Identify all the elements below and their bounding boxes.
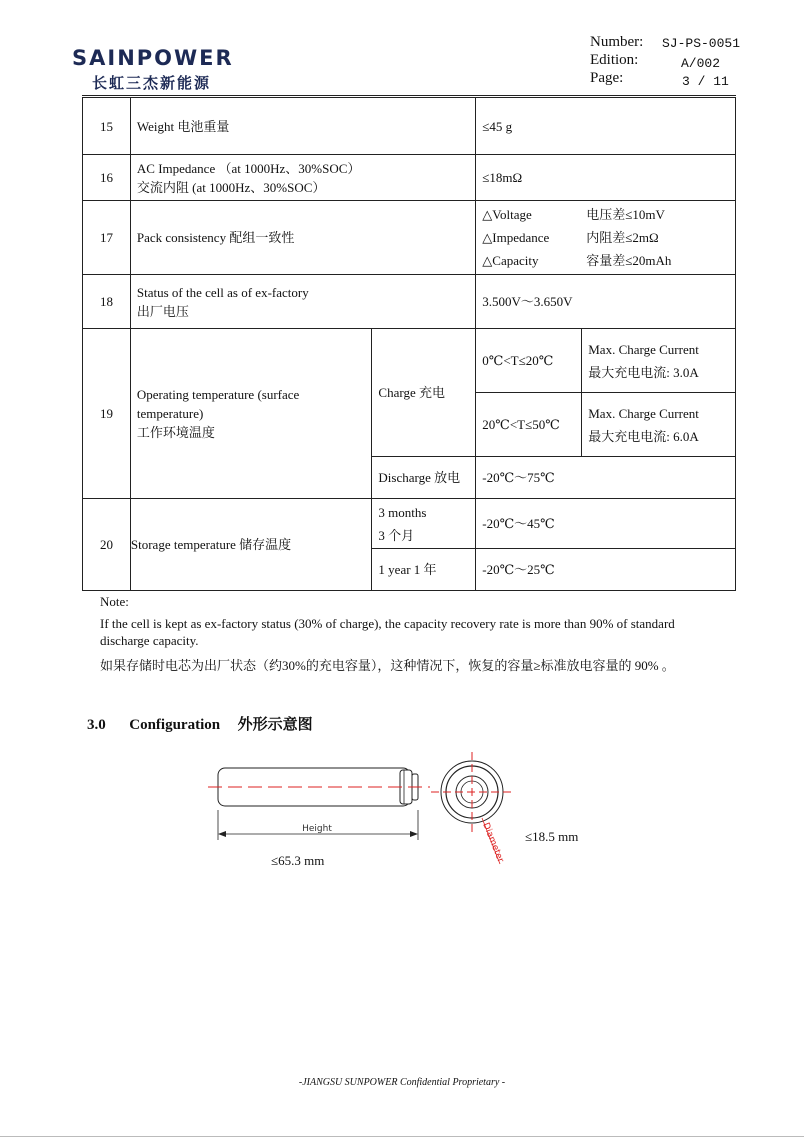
specification-table	[82, 97, 736, 591]
note-en-line2: discharge capacity.	[100, 633, 199, 648]
value-ac-impedance: ≤18mΩ	[476, 155, 736, 201]
current-en: Max. Charge Current	[588, 341, 699, 357]
charge-current-high	[582, 393, 736, 457]
diameter-value: ≤18.5 mm	[525, 829, 579, 844]
row-number: 15	[83, 98, 131, 155]
table-row	[83, 329, 736, 393]
current-cn: 最大充电电流: 6.0A	[588, 428, 699, 444]
row-number: 18	[83, 275, 131, 329]
table-row	[83, 98, 736, 155]
storage-period-short	[372, 499, 476, 549]
charge-label: Charge 充电	[372, 329, 476, 457]
item-pack-consistency: Pack consistency 配组一致性	[130, 201, 475, 275]
company-logo-text: SAINPOWER	[72, 46, 234, 70]
edition-value: A/002	[681, 56, 721, 71]
company-logo-chinese: 长虹三杰新能源	[92, 74, 212, 92]
discharge-range: -20℃～75℃	[476, 457, 736, 499]
value-ex-factory: 3.500V～3.650V	[476, 275, 736, 329]
note-label: Note:	[100, 594, 129, 609]
section-title-en: Configuration	[129, 717, 221, 733]
consistency-line: △Capacity 容量差≤20mAh	[482, 253, 672, 268]
cell-configuration-diagram	[200, 748, 540, 878]
page-number: 3 / 11	[682, 74, 729, 89]
item-cn: 出厂电压	[136, 303, 189, 319]
edition-label: Edition:	[590, 52, 639, 68]
item-en: Operating temperature (surface	[136, 387, 300, 402]
item-ac-impedance	[130, 155, 475, 201]
current-cn: 最大充电电流: 3.0A	[588, 364, 699, 380]
value-pack-consistency	[476, 201, 736, 275]
diameter-label: Diameter	[480, 821, 506, 865]
page-label: Page:	[590, 70, 624, 86]
consistency-line: △Impedance 内阻差≤2mΩ	[482, 230, 659, 245]
header-rule	[82, 95, 736, 96]
period-cn: 3 个月	[378, 527, 415, 543]
item-en: AC Impedance （at 1000Hz、30%SOC）	[136, 160, 361, 176]
section-title	[87, 713, 313, 734]
height-label: Height	[302, 824, 332, 834]
note-en-line1: If the cell is kept as ex-factory status (30% of charge), the capacity recovery rate is more than 90% of standard	[100, 616, 675, 631]
item-en: temperature)	[136, 406, 204, 421]
charge-range-high: 20℃<T≤50℃	[476, 393, 582, 457]
item-cn: 交流内阻 (at 1000Hz、30%SOC）	[136, 179, 326, 195]
row-number: 17	[83, 201, 131, 275]
value-weight: ≤45 g	[476, 98, 736, 155]
table-row	[83, 499, 736, 549]
current-en: Max. Charge Current	[588, 405, 699, 421]
charge-current-low	[582, 329, 736, 393]
item-en: Status of the cell as of ex-factory	[136, 284, 309, 300]
document-number: SJ-PS-0051	[662, 36, 741, 51]
item-weight: Weight 电池重量	[130, 98, 475, 155]
row-number: 20	[83, 499, 131, 591]
row-number: 19	[83, 329, 131, 499]
item-ex-factory	[130, 275, 475, 329]
page-bottom-rule	[0, 1136, 804, 1137]
period-en: 3 months	[378, 504, 427, 520]
storage-range-long: -20℃～25℃	[476, 549, 736, 591]
table-row	[83, 275, 736, 329]
row-number: 16	[83, 155, 131, 201]
section-title-cn: 外形示意图	[237, 717, 313, 733]
number-label: Number:	[590, 34, 644, 50]
discharge-label: Discharge 放电	[372, 457, 476, 499]
storage-range-short: -20℃～45℃	[476, 499, 736, 549]
item-cn: 工作环境温度	[136, 425, 215, 440]
item-storage-temperature: Storage temperature 储存温度	[130, 499, 372, 591]
storage-period-long: 1 year 1 年	[372, 549, 476, 591]
section-number: 3.0	[87, 717, 106, 733]
charge-range-low: 0℃<T≤20℃	[476, 329, 582, 393]
footer-confidential: -JIANGSU SUNPOWER Confidential Proprietary -	[298, 1077, 506, 1088]
table-row	[83, 155, 736, 201]
note-cn-line: 如果存储时电芯为出厂状态（约30%的充电容量），这种情况下，恢复的容量≥标准放电容量的 90% 。	[100, 658, 675, 673]
consistency-line: △Voltage 电压差≤10mV	[482, 207, 665, 222]
item-operating-temperature	[130, 329, 372, 499]
table-row	[83, 201, 736, 275]
height-value: ≤65.3 mm	[271, 853, 325, 868]
